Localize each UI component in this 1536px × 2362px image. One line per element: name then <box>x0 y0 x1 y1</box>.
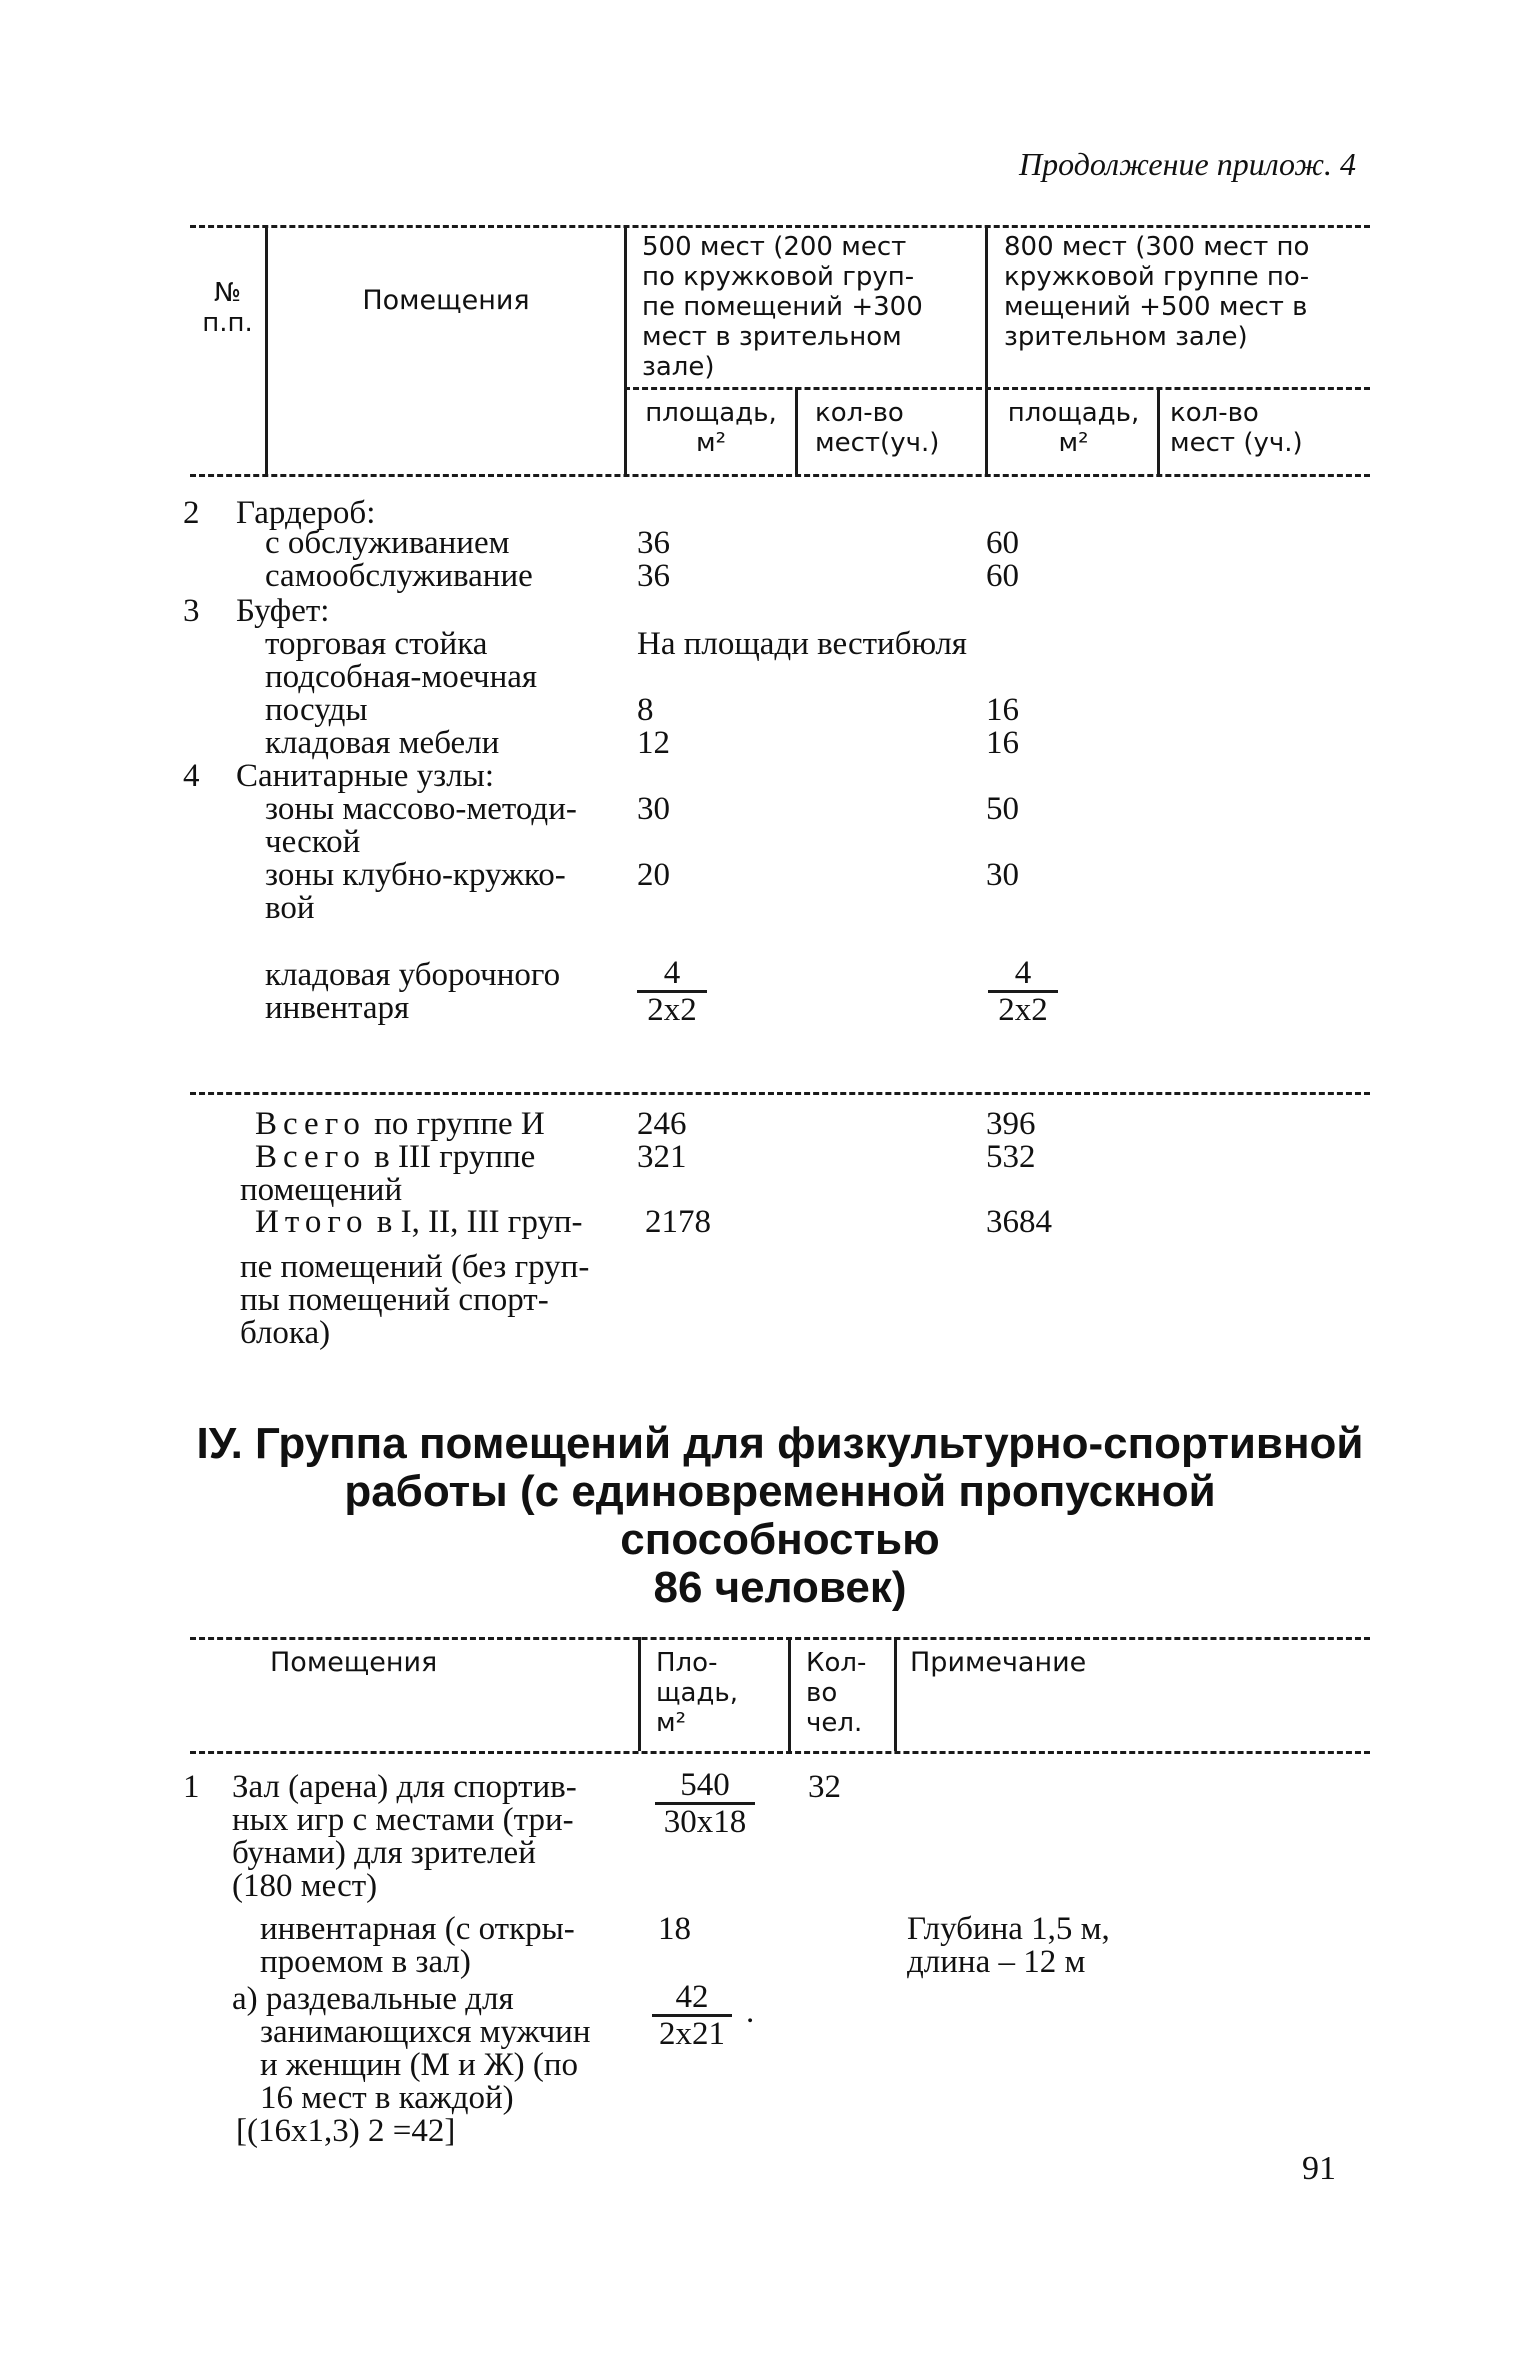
cell-area: 18 <box>658 1911 691 1947</box>
table-2-header-area: Пло- щадь, м² <box>656 1648 738 1738</box>
fraction-area-500 <box>637 956 707 1027</box>
cell-area-500: 20 <box>637 857 670 893</box>
total-label: Всего по группе И <box>255 1106 545 1142</box>
total-500: 2178 <box>645 1204 711 1240</box>
cell-area-500: 8 <box>637 692 654 728</box>
fraction-denominator: 2x2 <box>998 992 1048 1028</box>
table-1-divider <box>1157 387 1160 475</box>
table-1-header-no: № п.п. <box>202 278 253 338</box>
total-500: 321 <box>637 1139 687 1175</box>
cell-count: 32 <box>808 1769 841 1805</box>
total-label: пе помещений (без груп- <box>240 1249 590 1285</box>
table-1-header-area-500: площадь, м² <box>645 398 777 458</box>
table-1-header-rule <box>190 474 1370 477</box>
cell-note: Глубина 1,5 м, <box>907 1911 1110 1947</box>
table-1-top-rule <box>190 225 1370 228</box>
row-label: кладовая уборочного <box>265 957 561 993</box>
cell-area-500: 36 <box>637 558 670 594</box>
row-label: (180 мест) <box>232 1868 378 1904</box>
table-1-divider <box>265 225 268 475</box>
row-label: бунами) для зрителей <box>232 1835 536 1871</box>
cell-note: длина – 12 м <box>907 1944 1086 1980</box>
table-1-divider <box>795 387 798 475</box>
table-1-header-count-800: кол-во мест (уч.) <box>1170 398 1303 458</box>
fraction-numerator: 4 <box>637 956 707 993</box>
cell-area-500: 12 <box>637 725 670 761</box>
fraction-denominator: 2x2 <box>647 992 697 1028</box>
total-label: пы помещений спорт- <box>240 1282 549 1318</box>
fraction-denominator: 30x18 <box>663 1804 747 1840</box>
table-1-header-count-500: кол-во мест(уч.) <box>815 398 940 458</box>
page-number: 91 <box>1302 2150 1336 2187</box>
cell-area-800: 30 <box>986 857 1019 893</box>
fraction-area-800 <box>988 956 1058 1027</box>
row-label: Гардероб: <box>236 495 376 531</box>
total-label: блока) <box>240 1315 331 1351</box>
table-1-mid-rule <box>624 387 1370 390</box>
row-label: кладовая мебели <box>265 725 500 761</box>
table-1-header-500: 500 мест (200 мест по кружковой груп- пе помещений +300 мест в зрительном зале) <box>642 232 923 382</box>
row-number: 3 <box>183 593 200 629</box>
cell-area-500: 36 <box>637 525 670 561</box>
cell-area-800: 60 <box>986 558 1019 594</box>
fraction-hall-area <box>655 1768 755 1839</box>
row-label: ческой <box>265 824 361 860</box>
fraction-numerator: 4 <box>988 956 1058 993</box>
row-number: 1 <box>183 1769 200 1805</box>
dot-mark: . <box>746 1994 755 2030</box>
row-number: 4 <box>183 758 200 794</box>
table-2-header-count: Кол- во чел. <box>806 1648 867 1738</box>
row-label: инвентарная (с откры- <box>260 1911 575 1947</box>
fraction-numerator: 540 <box>655 1768 755 1805</box>
row-label: занимающихся мужчин <box>260 2014 591 2050</box>
row-label: Буфет: <box>236 593 330 629</box>
row-label: зоны клубно-кружко- <box>265 857 566 893</box>
row-number: 2 <box>183 495 200 531</box>
total-800: 396 <box>986 1106 1036 1142</box>
cell-area-500: 30 <box>637 791 670 827</box>
table-1-header-rooms: Помещения <box>362 285 530 316</box>
table-2-header-note: Примечание <box>910 1647 1087 1678</box>
table-2-divider <box>788 1637 791 1751</box>
cell-note: На площади вестибюля <box>637 626 967 662</box>
row-label: самообслуживание <box>265 558 533 594</box>
row-label: а) раздевальные для <box>232 1981 514 2017</box>
table-2-top-rule <box>190 1637 1370 1640</box>
table-2-header-rooms: Помещения <box>270 1647 438 1678</box>
table-1-header-800: 800 мест (300 мест по кружковой группе по- мещений +500 мест в зрительном зале) <box>1004 232 1310 352</box>
row-label: зоны массово-методи- <box>265 791 577 827</box>
section-title: IУ. Группа помещений для физкультурно-спортивной работы (с единовременной пропускной способностью 86 человек) <box>196 1419 1364 1612</box>
total-label: Итого в I, II, III груп- <box>255 1204 583 1240</box>
cell-area-800: 16 <box>986 725 1019 761</box>
row-label: посуды <box>265 692 368 728</box>
total-800: 532 <box>986 1139 1036 1175</box>
row-label: инвентаря <box>265 990 410 1026</box>
fraction-denominator: 2x21 <box>659 2016 725 2052</box>
fraction-locker-area <box>652 1980 732 2051</box>
cell-area-800: 60 <box>986 525 1019 561</box>
row-label: подсобная-моечная <box>265 659 538 695</box>
row-label: ных игр с местами (три- <box>232 1802 574 1838</box>
table-2-divider <box>638 1637 641 1751</box>
row-label: Санитарные узлы: <box>236 758 495 794</box>
table-2-divider <box>894 1637 897 1751</box>
cell-area-800: 50 <box>986 791 1019 827</box>
row-label: торговая стойка <box>265 626 488 662</box>
row-label: Зал (арена) для спортив- <box>232 1769 577 1805</box>
row-label: проемом в зал) <box>260 1944 471 1980</box>
row-label: с обслуживанием <box>265 525 510 561</box>
fraction-numerator: 42 <box>652 1980 732 2017</box>
cell-area-800: 16 <box>986 692 1019 728</box>
total-label: помещений <box>240 1172 403 1208</box>
total-500: 246 <box>637 1106 687 1142</box>
row-label: [(16x1,3) 2 =42] <box>236 2113 456 2149</box>
total-800: 3684 <box>986 1204 1052 1240</box>
row-label: 16 мест в каждой) <box>260 2080 514 2116</box>
row-label: и женщин (М и Ж) (по <box>260 2047 579 2083</box>
row-label: вой <box>265 890 315 926</box>
table-1-divider <box>985 225 988 475</box>
table-2-header-rule <box>190 1751 1370 1754</box>
table-1-totals-rule <box>190 1092 1370 1095</box>
table-1-header-area-800: площадь, м² <box>1007 398 1140 458</box>
total-label: Всего в III группе <box>255 1139 536 1175</box>
running-header: Продолжение прилож. 4 <box>1019 146 1356 182</box>
